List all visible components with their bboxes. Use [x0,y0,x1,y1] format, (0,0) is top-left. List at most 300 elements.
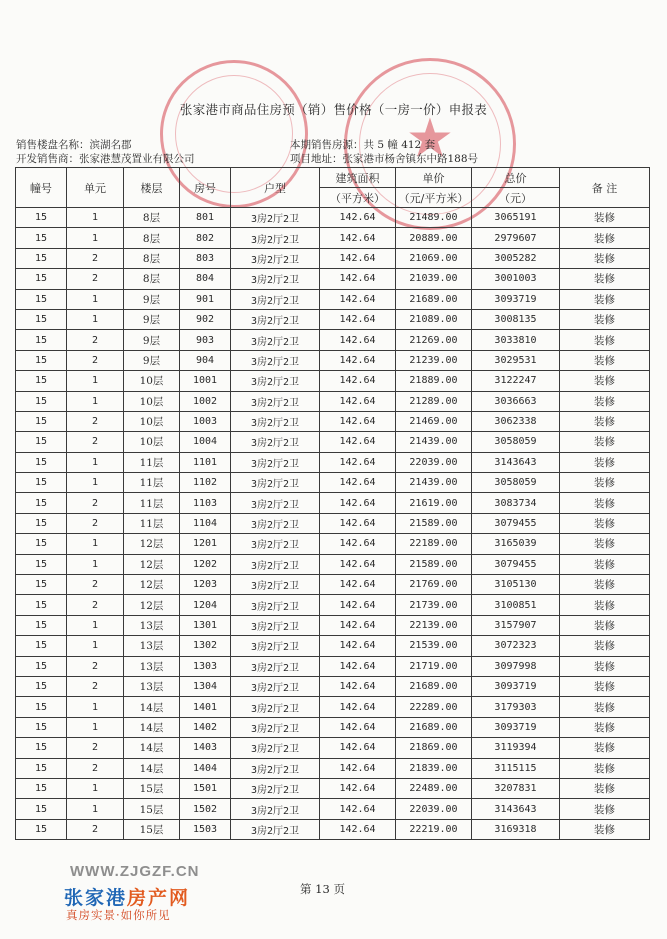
cell-unit: 2 [67,330,124,350]
cell-total-price: 3083734 [472,493,560,513]
cell-unit: 1 [67,391,124,411]
cell-unit-price: 21489.00 [396,208,472,228]
cell-remark: 装修 [560,269,650,289]
cell-building: 15 [16,819,67,839]
cell-remark: 装修 [560,289,650,309]
cell-floor: 10层 [124,432,180,452]
cell-building: 15 [16,554,67,574]
cell-room: 1201 [180,534,231,554]
cell-remark: 装修 [560,208,650,228]
cell-building: 15 [16,758,67,778]
watermark-name-part1: 张家港 [64,887,128,909]
cell-floor: 8层 [124,248,180,268]
cell-room: 902 [180,309,231,329]
header-area-unit: （平方米） [320,188,396,208]
cell-remark: 装修 [560,575,650,595]
watermark-slogan: 真房实景·如你所见 [66,908,171,922]
header-remark: 备 注 [560,168,650,208]
cell-layout: 3房2厅2卫 [231,228,320,248]
table-row [16,391,650,411]
table-body [16,208,650,840]
cell-unit-price: 21589.00 [396,554,472,574]
cell-building: 15 [16,309,67,329]
cell-total-price: 3036663 [472,391,560,411]
cell-area: 142.64 [320,656,396,676]
cell-unit-price: 22139.00 [396,615,472,635]
table-row [16,799,650,819]
cell-area: 142.64 [320,473,396,493]
cell-building: 15 [16,269,67,289]
cell-layout: 3房2厅2卫 [231,738,320,758]
table-row [16,432,650,452]
cell-total-price: 3165039 [472,534,560,554]
cell-remark: 装修 [560,350,650,370]
cell-building: 15 [16,330,67,350]
cell-total-price: 3119394 [472,738,560,758]
cell-room: 1001 [180,371,231,391]
cell-layout: 3房2厅2卫 [231,371,320,391]
cell-area: 142.64 [320,350,396,370]
cell-area: 142.64 [320,269,396,289]
cell-remark: 装修 [560,738,650,758]
cell-floor: 13层 [124,615,180,635]
star-icon: ★ [405,106,455,170]
table-row [16,289,650,309]
table-row [16,513,650,533]
cell-building: 15 [16,228,67,248]
cell-unit: 2 [67,595,124,615]
cell-unit-price: 21089.00 [396,309,472,329]
header-unit: 单元 [67,168,124,208]
cell-building: 15 [16,391,67,411]
cell-total-price: 3097998 [472,656,560,676]
cell-unit: 1 [67,452,124,472]
table-row [16,330,650,350]
cell-building: 15 [16,432,67,452]
supply-count: 本期销售房源：共 5 幢 412 套 [290,139,436,151]
cell-remark: 装修 [560,799,650,819]
cell-building: 15 [16,493,67,513]
cell-room: 804 [180,269,231,289]
cell-layout: 3房2厅2卫 [231,513,320,533]
cell-layout: 3房2厅2卫 [231,799,320,819]
cell-building: 15 [16,452,67,472]
cell-room: 803 [180,248,231,268]
cell-layout: 3房2厅2卫 [231,248,320,268]
cell-area: 142.64 [320,738,396,758]
cell-building: 15 [16,473,67,493]
cell-remark: 装修 [560,513,650,533]
cell-layout: 3房2厅2卫 [231,697,320,717]
header-total: 总价 [472,168,560,188]
cell-floor: 13层 [124,636,180,656]
cell-floor: 15层 [124,778,180,798]
table-row [16,636,650,656]
cell-layout: 3房2厅2卫 [231,534,320,554]
cell-room: 1204 [180,595,231,615]
cell-room: 1004 [180,432,231,452]
cell-unit: 1 [67,636,124,656]
cell-total-price: 3179303 [472,697,560,717]
project-name-line [16,137,132,152]
watermark-name-part2: 房产网 [127,887,191,909]
cell-unit: 1 [67,371,124,391]
cell-unit-price: 21689.00 [396,676,472,696]
table-row [16,350,650,370]
cell-area: 142.64 [320,615,396,635]
table-row [16,473,650,493]
price-table [15,167,650,840]
cell-remark: 装修 [560,758,650,778]
cell-area: 142.64 [320,452,396,472]
cell-unit: 2 [67,575,124,595]
cell-unit-price: 21069.00 [396,248,472,268]
cell-room: 904 [180,350,231,370]
header-price: 单价 [396,168,472,188]
cell-total-price: 3093719 [472,289,560,309]
cell-total-price: 3115115 [472,758,560,778]
cell-unit-price: 21839.00 [396,758,472,778]
cell-area: 142.64 [320,228,396,248]
cell-total-price: 3207831 [472,778,560,798]
cell-unit: 1 [67,554,124,574]
cell-building: 15 [16,350,67,370]
cell-remark: 装修 [560,717,650,737]
cell-room: 1101 [180,452,231,472]
developer-label: 开发销售商： [16,153,79,165]
cell-room: 901 [180,289,231,309]
cell-floor: 12层 [124,595,180,615]
cell-floor: 11层 [124,493,180,513]
document-title: 张家港市商品住房预（销）售价格（一房一价）申报表 [179,102,488,117]
table-header-row [16,168,650,188]
cell-layout: 3房2厅2卫 [231,615,320,635]
cell-unit: 2 [67,676,124,696]
cell-unit-price: 21539.00 [396,636,472,656]
cell-room: 1202 [180,554,231,574]
cell-unit: 1 [67,799,124,819]
cell-building: 15 [16,717,67,737]
cell-total-price: 3005282 [472,248,560,268]
cell-building: 15 [16,676,67,696]
cell-remark: 装修 [560,595,650,615]
cell-unit: 1 [67,208,124,228]
table-row [16,738,650,758]
cell-floor: 14层 [124,738,180,758]
cell-remark: 装修 [560,371,650,391]
cell-layout: 3房2厅2卫 [231,493,320,513]
cell-floor: 8层 [124,208,180,228]
cell-total-price: 3093719 [472,676,560,696]
cell-remark: 装修 [560,452,650,472]
table-row [16,656,650,676]
cell-remark: 装修 [560,615,650,635]
cell-unit-price: 21039.00 [396,269,472,289]
cell-layout: 3房2厅2卫 [231,289,320,309]
cell-area: 142.64 [320,493,396,513]
cell-remark: 装修 [560,493,650,513]
cell-floor: 14层 [124,758,180,778]
cell-area: 142.64 [320,697,396,717]
cell-floor: 10层 [124,371,180,391]
cell-area: 142.64 [320,391,396,411]
cell-building: 15 [16,799,67,819]
cell-unit-price: 21589.00 [396,513,472,533]
cell-floor: 9层 [124,330,180,350]
cell-remark: 装修 [560,676,650,696]
cell-unit-price: 21889.00 [396,371,472,391]
cell-total-price: 3072323 [472,636,560,656]
table-row [16,493,650,513]
cell-remark: 装修 [560,309,650,329]
cell-remark: 装修 [560,228,650,248]
cell-building: 15 [16,289,67,309]
table-row [16,534,650,554]
cell-area: 142.64 [320,371,396,391]
table-row [16,697,650,717]
cell-unit-price: 22289.00 [396,697,472,717]
cell-layout: 3房2厅2卫 [231,350,320,370]
cell-total-price: 3033810 [472,330,560,350]
cell-unit-price: 21769.00 [396,575,472,595]
cell-total-price: 3105130 [472,575,560,595]
cell-unit: 2 [67,411,124,431]
cell-floor: 10层 [124,391,180,411]
cell-room: 1304 [180,676,231,696]
cell-area: 142.64 [320,534,396,554]
cell-room: 1104 [180,513,231,533]
cell-unit-price: 21289.00 [396,391,472,411]
cell-room: 1302 [180,636,231,656]
cell-unit: 2 [67,248,124,268]
cell-unit-price: 21239.00 [396,350,472,370]
cell-remark: 装修 [560,411,650,431]
cell-remark: 装修 [560,534,650,554]
cell-layout: 3房2厅2卫 [231,676,320,696]
cell-unit: 2 [67,758,124,778]
cell-layout: 3房2厅2卫 [231,473,320,493]
cell-room: 1002 [180,391,231,411]
cell-layout: 3房2厅2卫 [231,819,320,839]
cell-area: 142.64 [320,208,396,228]
cell-layout: 3房2厅2卫 [231,656,320,676]
header-floor: 楼层 [124,168,180,208]
cell-building: 15 [16,208,67,228]
cell-unit: 2 [67,269,124,289]
cell-area: 142.64 [320,289,396,309]
cell-building: 15 [16,534,67,554]
cell-layout: 3房2厅2卫 [231,717,320,737]
cell-room: 1501 [180,778,231,798]
cell-floor: 12层 [124,554,180,574]
cell-floor: 9层 [124,289,180,309]
cell-building: 15 [16,656,67,676]
cell-remark: 装修 [560,473,650,493]
cell-unit-price: 21269.00 [396,330,472,350]
cell-area: 142.64 [320,758,396,778]
cell-floor: 11层 [124,452,180,472]
cell-unit-price: 22039.00 [396,452,472,472]
cell-total-price: 3029531 [472,350,560,370]
cell-unit: 1 [67,697,124,717]
cell-room: 1404 [180,758,231,778]
cell-area: 142.64 [320,636,396,656]
cell-area: 142.64 [320,676,396,696]
table-row [16,778,650,798]
developer-line [16,151,195,166]
cell-unit-price: 21689.00 [396,717,472,737]
table-row [16,819,650,839]
cell-unit-price: 21689.00 [396,289,472,309]
cell-total-price: 3169318 [472,819,560,839]
cell-remark: 装修 [560,330,650,350]
table-row [16,615,650,635]
cell-room: 801 [180,208,231,228]
cell-remark: 装修 [560,697,650,717]
cell-floor: 14层 [124,697,180,717]
cell-building: 15 [16,248,67,268]
cell-layout: 3房2厅2卫 [231,432,320,452]
cell-room: 1301 [180,615,231,635]
cell-floor: 14层 [124,717,180,737]
cell-layout: 3房2厅2卫 [231,758,320,778]
cell-layout: 3房2厅2卫 [231,330,320,350]
table-row [16,269,650,289]
cell-area: 142.64 [320,330,396,350]
cell-unit: 2 [67,432,124,452]
cell-building: 15 [16,738,67,758]
cell-unit-price: 21439.00 [396,432,472,452]
cell-room: 1402 [180,717,231,737]
page-number: 第 13 页 [300,882,345,896]
cell-building: 15 [16,697,67,717]
cell-total-price: 3008135 [472,309,560,329]
cell-floor: 15层 [124,799,180,819]
cell-area: 142.64 [320,778,396,798]
cell-unit: 2 [67,350,124,370]
project-label: 销售楼盘名称： [16,139,90,151]
cell-remark: 装修 [560,636,650,656]
cell-remark: 装修 [560,554,650,574]
cell-remark: 装修 [560,391,650,411]
cell-unit-price: 21619.00 [396,493,472,513]
cell-unit: 1 [67,717,124,737]
cell-area: 142.64 [320,717,396,737]
cell-unit: 2 [67,493,124,513]
table-row [16,309,650,329]
cell-area: 142.64 [320,575,396,595]
cell-layout: 3房2厅2卫 [231,208,320,228]
cell-unit: 2 [67,819,124,839]
table-row [16,228,650,248]
cell-building: 15 [16,636,67,656]
watermark-site-name [64,883,190,910]
cell-total-price: 3065191 [472,208,560,228]
cell-area: 142.64 [320,248,396,268]
cell-floor: 11层 [124,473,180,493]
cell-total-price: 3062338 [472,411,560,431]
cell-unit-price: 21739.00 [396,595,472,615]
cell-layout: 3房2厅2卫 [231,636,320,656]
header-total-unit: （元） [472,188,560,208]
cell-floor: 9层 [124,350,180,370]
cell-unit-price: 21869.00 [396,738,472,758]
cell-total-price: 3001003 [472,269,560,289]
header-building: 幢号 [16,168,67,208]
cell-layout: 3房2厅2卫 [231,778,320,798]
cell-room: 1102 [180,473,231,493]
cell-remark: 装修 [560,819,650,839]
watermark-url: WWW.ZJGZF.CN [70,863,200,880]
header-price-unit: （元/平方米） [396,188,472,208]
cell-total-price: 3093719 [472,717,560,737]
cell-area: 142.64 [320,819,396,839]
cell-room: 1401 [180,697,231,717]
table-row [16,676,650,696]
cell-area: 142.64 [320,432,396,452]
cell-remark: 装修 [560,778,650,798]
cell-building: 15 [16,371,67,391]
cell-floor: 8层 [124,269,180,289]
cell-unit-price: 22489.00 [396,778,472,798]
cell-floor: 13层 [124,676,180,696]
project-name: 滨湖名郡 [89,139,132,151]
cell-room: 1003 [180,411,231,431]
table-row [16,371,650,391]
cell-area: 142.64 [320,411,396,431]
table-row [16,411,650,431]
cell-remark: 装修 [560,656,650,676]
cell-unit-price: 21719.00 [396,656,472,676]
table-row [16,575,650,595]
header-area: 建筑面积 [320,168,396,188]
cell-unit: 2 [67,656,124,676]
project-address: 项目地址：张家港市杨舍镇东中路188号 [290,153,479,165]
cell-unit-price: 22189.00 [396,534,472,554]
cell-area: 142.64 [320,554,396,574]
cell-floor: 8层 [124,228,180,248]
cell-layout: 3房2厅2卫 [231,554,320,574]
cell-unit-price: 21439.00 [396,473,472,493]
cell-layout: 3房2厅2卫 [231,575,320,595]
cell-remark: 装修 [560,248,650,268]
cell-layout: 3房2厅2卫 [231,309,320,329]
cell-total-price: 3122247 [472,371,560,391]
header-layout: 户型 [231,168,320,208]
cell-floor: 13层 [124,656,180,676]
cell-unit-price: 22219.00 [396,819,472,839]
cell-room: 802 [180,228,231,248]
cell-room: 1303 [180,656,231,676]
cell-floor: 9层 [124,309,180,329]
cell-floor: 15层 [124,819,180,839]
cell-building: 15 [16,595,67,615]
cell-room: 903 [180,330,231,350]
cell-unit-price: 22039.00 [396,799,472,819]
cell-unit: 2 [67,513,124,533]
cell-total-price: 3143643 [472,452,560,472]
cell-building: 15 [16,411,67,431]
table-row [16,452,650,472]
cell-unit: 1 [67,228,124,248]
cell-unit-price: 20889.00 [396,228,472,248]
cell-room: 1203 [180,575,231,595]
cell-floor: 10层 [124,411,180,431]
cell-area: 142.64 [320,799,396,819]
cell-total-price: 3157907 [472,615,560,635]
cell-total-price: 3058059 [472,432,560,452]
table-row [16,717,650,737]
